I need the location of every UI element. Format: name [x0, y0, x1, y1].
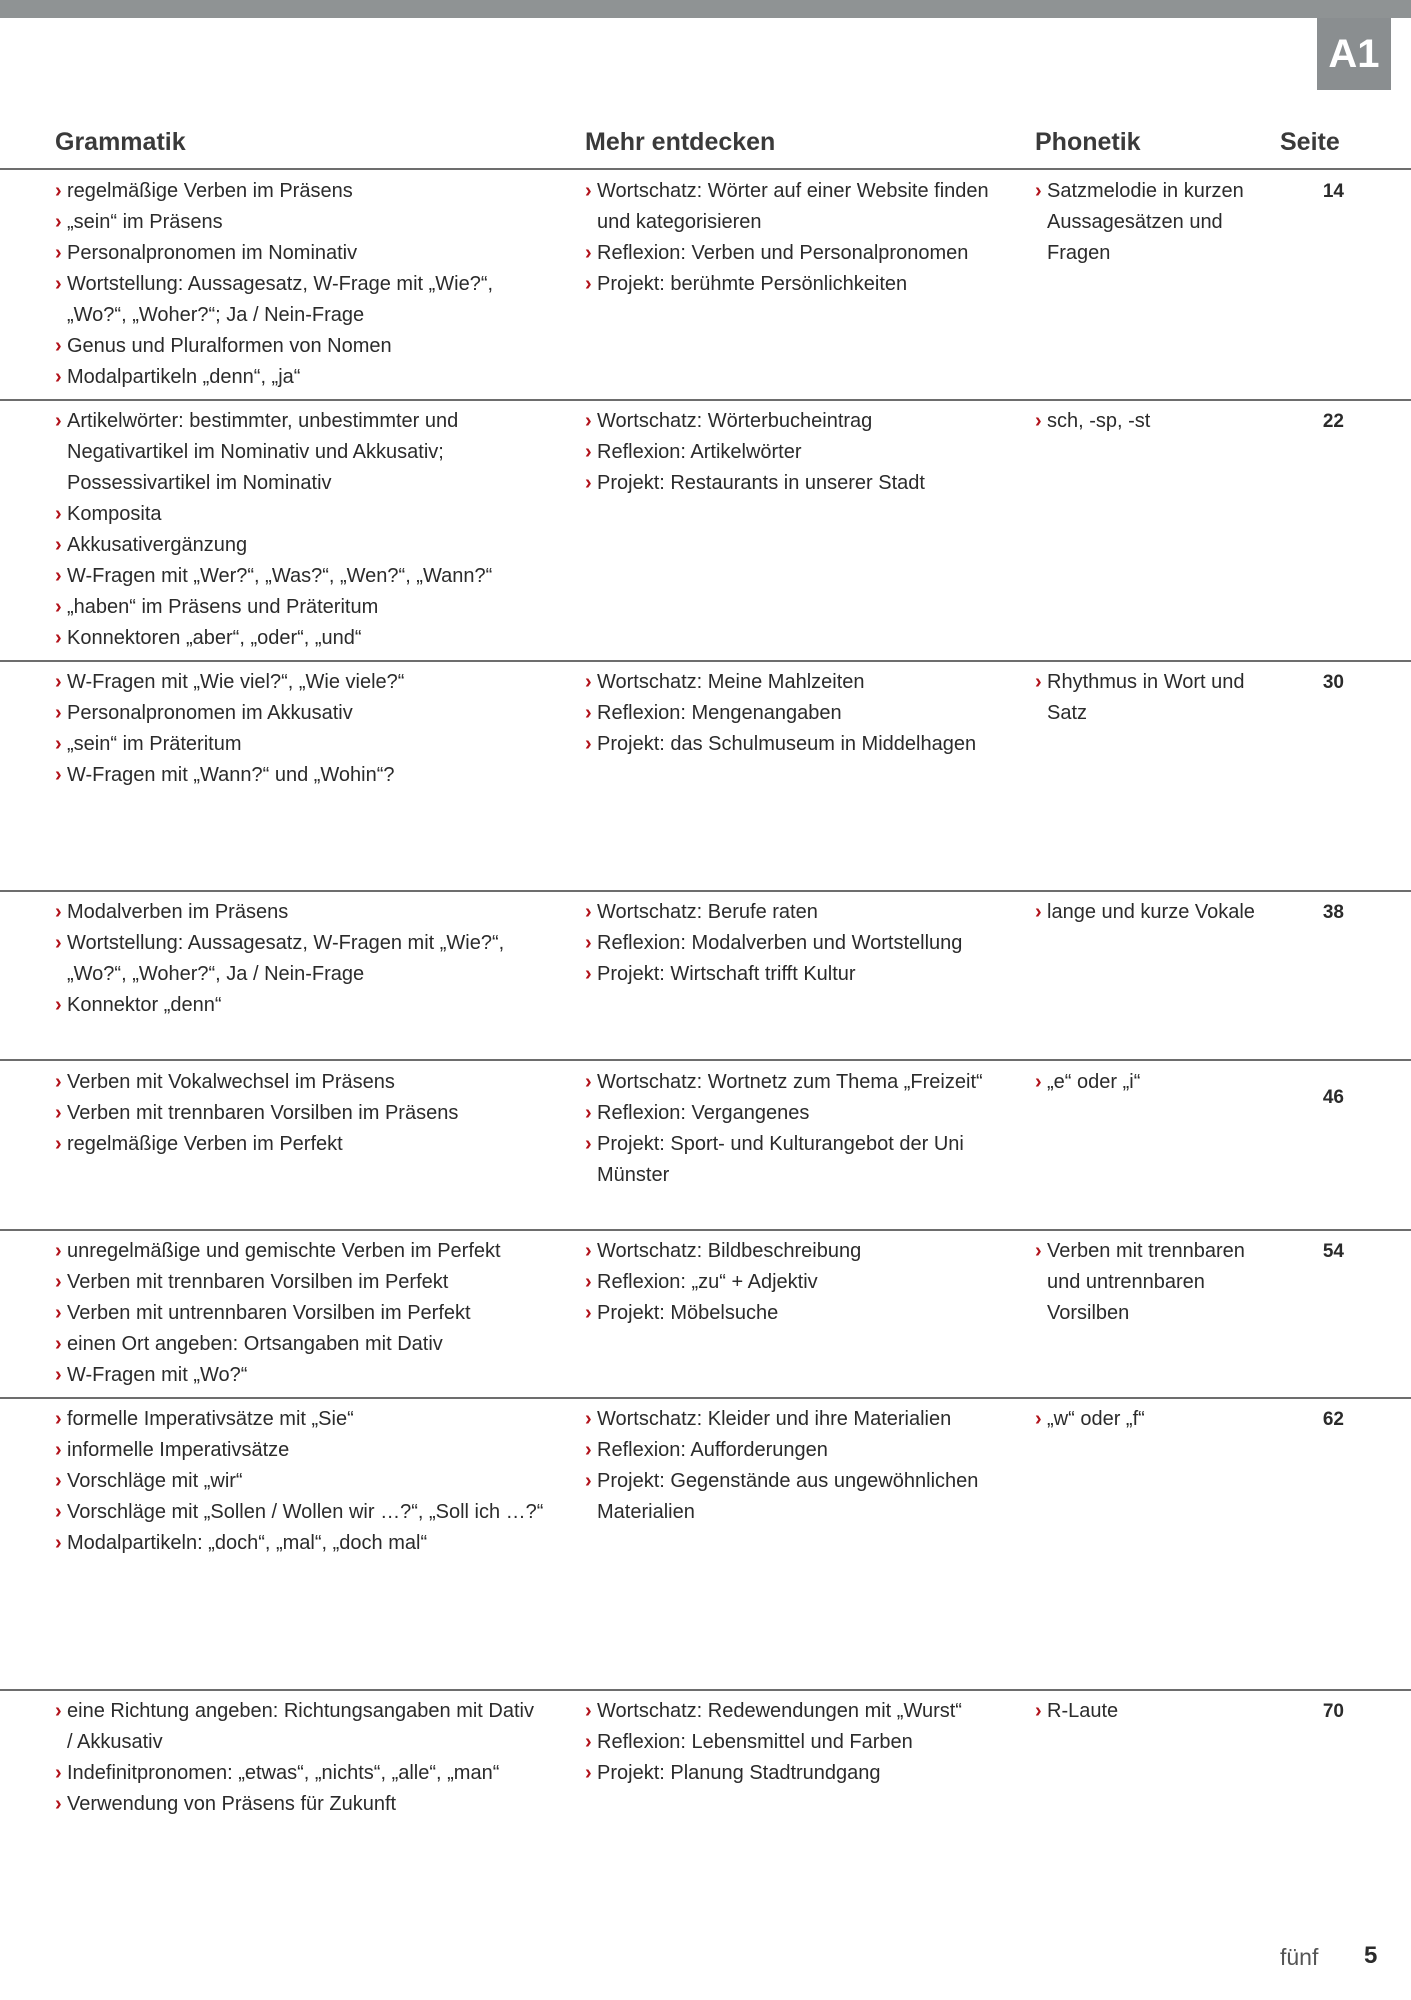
grammatik-item: › Vorschläge mit „wir“ — [55, 1466, 545, 1497]
grammatik-item: › regelmäßige Verben im Präsens — [55, 176, 545, 207]
row-8-mehr-list — [585, 1696, 1010, 1789]
row-2-page-number: 22 — [1322, 411, 1344, 432]
row-7-page-number: 62 — [1322, 1409, 1344, 1430]
row-6-phonetik-list — [1035, 1236, 1270, 1329]
row-divider — [0, 399, 1411, 401]
row-3-mehr-list — [585, 667, 1010, 760]
grammatik-item: › Indefinitpronomen: „etwas“, „nichts“, „alle“, „man“ — [55, 1758, 545, 1789]
row-4-page-number: 38 — [1322, 902, 1344, 923]
row-4-mehr-list — [585, 897, 1010, 990]
column-header-phonetik: Phonetik — [1035, 128, 1141, 156]
row-3-page-number: 30 — [1322, 672, 1344, 693]
row-1-mehr-list — [585, 176, 1010, 300]
grammatik-item: › Personalpronomen im Akkusativ — [55, 698, 545, 729]
grammatik-item: › Akkusativergänzung — [55, 530, 545, 561]
header-rule — [0, 168, 1411, 170]
mehr-item: › Reflexion: „zu“ + Adjektiv — [585, 1267, 1010, 1298]
row-3-grammatik-list — [55, 667, 545, 791]
row-8-grammatik-list — [55, 1696, 545, 1820]
grammatik-item: › Konnektor „denn“ — [55, 990, 545, 1021]
footer-page-number: 5 — [1364, 1942, 1378, 1969]
grammatik-item: › eine Richtung angeben: Richtungsangaben mit Dativ / Akkusativ — [55, 1696, 545, 1758]
row-4-phonetik-list — [1035, 897, 1270, 928]
row-1-phonetik-list — [1035, 176, 1270, 269]
mehr-item: › Wortschatz: Meine Mahlzeiten — [585, 667, 1010, 698]
mehr-item: › Wortschatz: Bildbeschreibung — [585, 1236, 1010, 1267]
row-divider — [0, 1689, 1411, 1691]
mehr-item: › Projekt: Möbelsuche — [585, 1298, 1010, 1329]
mehr-item: › Reflexion: Aufforderungen — [585, 1435, 1010, 1466]
grammatik-item: › Genus und Pluralformen von Nomen — [55, 331, 545, 362]
column-header-seite: Seite — [1280, 128, 1340, 156]
grammatik-item: › W-Fragen mit „Wo?“ — [55, 1360, 545, 1391]
mehr-item: › Reflexion: Modalverben und Wortstellung — [585, 928, 1010, 959]
row-divider — [0, 660, 1411, 662]
mehr-item: › Wortschatz: Kleider und ihre Materialien — [585, 1404, 1010, 1435]
mehr-item: › Wortschatz: Redewendungen mit „Wurst“ — [585, 1696, 1010, 1727]
mehr-item: › Reflexion: Artikelwörter — [585, 437, 1010, 468]
row-6-grammatik-list — [55, 1236, 545, 1391]
row-8-phonetik-list — [1035, 1696, 1270, 1727]
grammatik-item: › Verben mit trennbaren Vorsilben im Perfekt — [55, 1267, 545, 1298]
row-5-grammatik-list — [55, 1067, 545, 1160]
row-2-phonetik-list — [1035, 406, 1270, 437]
row-divider — [0, 890, 1411, 892]
phonetik-item: › lange und kurze Vokale — [1035, 897, 1270, 928]
grammatik-item: › Verwendung von Präsens für Zukunft — [55, 1789, 545, 1820]
grammatik-item: › Verben mit trennbaren Vorsilben im Präsens — [55, 1098, 545, 1129]
mehr-item: › Wortschatz: Wörterbucheintrag — [585, 406, 1010, 437]
row-5-mehr-list — [585, 1067, 1010, 1191]
mehr-item: › Projekt: Planung Stadtrundgang — [585, 1758, 1010, 1789]
grammatik-item: › Verben mit Vokalwechsel im Präsens — [55, 1067, 545, 1098]
phonetik-item: › Verben mit trennbaren und untrennbaren Vorsilben — [1035, 1236, 1270, 1329]
mehr-item: › Reflexion: Mengenangaben — [585, 698, 1010, 729]
grammatik-item: › Wortstellung: Aussagesatz, W-Fragen mit „Wie?“, „Wo?“, „Woher?“, Ja / Nein-Frage — [55, 928, 545, 990]
grammatik-item: › Konnektoren „aber“, „oder“, „und“ — [55, 623, 545, 654]
grammatik-item: › W-Fragen mit „Wann?“ und „Wohin“? — [55, 760, 545, 791]
phonetik-item: › „e“ oder „i“ — [1035, 1067, 1270, 1098]
row-divider — [0, 1229, 1411, 1231]
row-6-mehr-list — [585, 1236, 1010, 1329]
mehr-item: › Reflexion: Lebensmittel und Farben — [585, 1727, 1010, 1758]
grammatik-item: › einen Ort angeben: Ortsangaben mit Dativ — [55, 1329, 545, 1360]
grammatik-item: › W-Fragen mit „Wer?“, „Was?“, „Wen?“, „Wann?“ — [55, 561, 545, 592]
row-divider — [0, 1397, 1411, 1399]
mehr-item: › Projekt: Restaurants in unserer Stadt — [585, 468, 1010, 499]
row-3-phonetik-list — [1035, 667, 1270, 729]
row-7-grammatik-list — [55, 1404, 545, 1559]
row-7-mehr-list — [585, 1404, 1010, 1528]
phonetik-item: › Satzmelodie in kurzen Aussagesätzen und Fragen — [1035, 176, 1270, 269]
column-header-mehr-entdecken: Mehr entdecken — [585, 128, 776, 156]
phonetik-item: › R-Laute — [1035, 1696, 1270, 1727]
grammatik-item: › Komposita — [55, 499, 545, 530]
grammatik-item: › Wortstellung: Aussagesatz, W-Frage mit „Wie?“, „Wo?“, „Woher?“; Ja / Nein-Frage — [55, 269, 545, 331]
row-4-grammatik-list — [55, 897, 545, 1021]
grammatik-item: › Vorschläge mit „Sollen / Wollen wir …?“, „Soll ich …?“ — [55, 1497, 545, 1528]
mehr-item: › Wortschatz: Wortnetz zum Thema „Freizeit“ — [585, 1067, 1010, 1098]
row-2-mehr-list — [585, 406, 1010, 499]
grammatik-item: › formelle Imperativsätze mit „Sie“ — [55, 1404, 545, 1435]
grammatik-item: › Personalpronomen im Nominativ — [55, 238, 545, 269]
grammatik-item: › informelle Imperativsätze — [55, 1435, 545, 1466]
column-header-grammatik: Grammatik — [55, 128, 186, 156]
row-6-page-number: 54 — [1322, 1241, 1344, 1262]
row-7-phonetik-list — [1035, 1404, 1270, 1435]
grammatik-item: › Modalverben im Präsens — [55, 897, 545, 928]
row-5-page-number: 46 — [1322, 1087, 1344, 1108]
row-5-phonetik-list — [1035, 1067, 1270, 1098]
grammatik-item: › „haben“ im Präsens und Präteritum — [55, 592, 545, 623]
mehr-item: › Wortschatz: Berufe raten — [585, 897, 1010, 928]
top-bar — [0, 0, 1411, 18]
footer-page-word: fünf — [1280, 1944, 1319, 1970]
grammatik-item: › Artikelwörter: bestimmter, unbestimmter und Negativartikel im Nominativ und Akkusativ; Possessivartikel im Nominativ — [55, 406, 545, 499]
grammatik-item: › „sein“ im Präteritum — [55, 729, 545, 760]
grammatik-item: › Modalpartikeln: „doch“, „mal“, „doch mal“ — [55, 1528, 545, 1559]
phonetik-item: › „w“ oder „f“ — [1035, 1404, 1270, 1435]
mehr-item: › Projekt: Wirtschaft trifft Kultur — [585, 959, 1010, 990]
grammatik-item: › regelmäßige Verben im Perfekt — [55, 1129, 545, 1160]
mehr-item: › Wortschatz: Wörter auf einer Website finden und kategorisieren — [585, 176, 1010, 238]
row-2-grammatik-list — [55, 406, 545, 654]
mehr-item: › Projekt: Gegenstände aus ungewöhnlichen Materialien — [585, 1466, 1010, 1528]
row-8-page-number: 70 — [1322, 1701, 1344, 1722]
grammatik-item: › Modalpartikeln „denn“, „ja“ — [55, 362, 545, 393]
grammatik-item: › Verben mit untrennbaren Vorsilben im Perfekt — [55, 1298, 545, 1329]
mehr-item: › Projekt: berühmte Persönlichkeiten — [585, 269, 1010, 300]
mehr-item: › Reflexion: Vergangenes — [585, 1098, 1010, 1129]
phonetik-item: › sch, -sp, -st — [1035, 406, 1270, 437]
mehr-item: › Projekt: das Schulmuseum in Middelhagen — [585, 729, 1010, 760]
phonetik-item: › Rhythmus in Wort und Satz — [1035, 667, 1270, 729]
grammatik-item: › W-Fragen mit „Wie viel?“, „Wie viele?“ — [55, 667, 545, 698]
row-divider — [0, 1059, 1411, 1061]
grammatik-item: › „sein“ im Präsens — [55, 207, 545, 238]
row-1-page-number: 14 — [1322, 181, 1344, 202]
mehr-item: › Projekt: Sport- und Kulturangebot der Uni Münster — [585, 1129, 1010, 1191]
row-1-grammatik-list — [55, 176, 545, 393]
level-badge: A1 — [1317, 18, 1391, 90]
grammatik-item: › unregelmäßige und gemischte Verben im Perfekt — [55, 1236, 545, 1267]
mehr-item: › Reflexion: Verben und Personalpronomen — [585, 238, 1010, 269]
